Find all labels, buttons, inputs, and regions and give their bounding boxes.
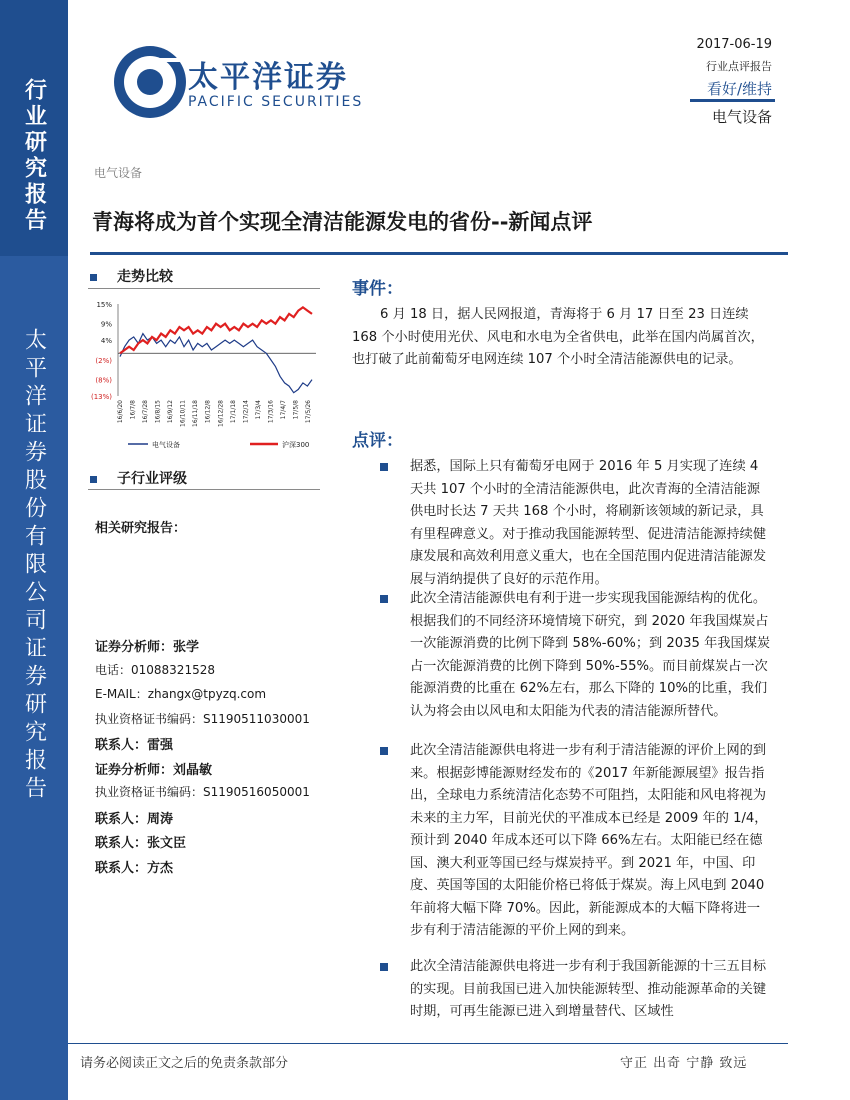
x-tick-label: 16/7/28: [142, 400, 150, 424]
industry: 电气设备: [711, 108, 772, 126]
x-tick-label: 17/2/14: [242, 400, 250, 424]
comment-bullet-2: 此次全清洁能源供电有利于进一步实现我国能源结构的优化。根据我们的不同经济环境情境下研究，到 2020 年我国煤炭占一次能源消费的比例下降到 58%-60%；到 2035 年我国煤炭占一次能源消费的比例下降到 50%-55%。而目前煤炭占一次能源消费的比重在 62%左右，那么下降的 10%的比重，我们认为将会由以风电和太阳能为代表的清洁能源所替代。: [380, 588, 772, 723]
logo-cn: 太平洋证券: [188, 60, 348, 95]
comment-bullet-4: 此次全清洁能源供电将进一步有利于我国新能源的十三五目标的实现。目前我国已进入加快能源转型、推动能源革命的关键时期，可再生能源已进入到增量替代、区域性: [380, 956, 772, 1024]
x-tick-label: 16/10/11: [179, 400, 187, 427]
page-title: 青海将成为首个实现全清洁能源发电的省份--新闻点评: [92, 210, 593, 234]
sidebar-category: 行业研究报告: [0, 0, 68, 256]
rating-underline: [690, 99, 775, 102]
x-tick-label: 16/9/12: [167, 400, 175, 424]
contact-line: 执业资格证书编码：S1190511030001: [95, 711, 310, 726]
square-bullet-icon: [90, 476, 97, 483]
x-tick-label: 17/5/8: [292, 400, 300, 420]
legend-label-1: 电气设备: [152, 441, 180, 449]
trend-heading: 走势比较: [90, 266, 173, 286]
breadcrumb: 电气设备: [94, 166, 143, 180]
x-tick-label: 16/8/15: [154, 400, 162, 424]
x-tick-label: 17/5/26: [305, 400, 312, 424]
logo-en: PACIFIC SECURITIES: [188, 94, 364, 110]
contact-line: 联系人：张文臣: [95, 836, 187, 851]
logo-emblem: [88, 18, 198, 138]
square-bullet-icon: [380, 747, 388, 755]
square-bullet-icon: [90, 274, 97, 281]
x-tick-label: 17/1/18: [229, 400, 237, 424]
comment-bullet-3: 此次全清洁能源供电将进一步有利于清洁能源的评价上网的到来。根据彭博能源财经发布的《2017 年新能源展望》报告指出，全球电力系统清洁化态势不可阻挡，太阳能和风电将视为未来的主力军，目前光伏的平准成本已经是 2009 年的 1/4，预计到 2040 年成本还可以下降 66%左右。太阳能已经在德国、澳大利亚等国已经与煤炭持平。到 2021 年，中国、印度、英国等国的太阳能价格已将低于煤炭。海上风电到 2040 年前将大幅下降 70%。因此，新能源成本的大幅下降将进一步有利于清洁能源的平价上网的到来。: [380, 740, 772, 943]
sub-rating-rule: [88, 489, 320, 490]
title-rule: [90, 252, 788, 255]
x-tick-label: 16/12/8: [204, 400, 212, 424]
contact-line: E-MAIL：zhangx@tpyzq.com: [95, 687, 267, 701]
comment-bullet-1: 据悉，国际上只有葡萄牙电网于 2016 年 5 月实现了连续 4 天共 107 个小时的全清洁能源供电，此次青海的全清洁能源供电时长达 7 天共 168 个小时，将刷新该领域的新记录，具有里程碑意义。对于推动我国能源转型、促进清洁能源持续健康发展和高效利用意义重大，也在全国范围内促进清洁能源发展与消纳提供了良好的示范作用。: [380, 456, 772, 591]
y-tick-label: (13%): [90, 393, 112, 401]
report-date: 2017-06-19: [696, 37, 772, 52]
y-tick-label: (8%): [95, 376, 112, 385]
contact-line: 联系人：方杰: [95, 860, 174, 876]
x-tick-label: 17/3/4: [254, 400, 262, 420]
contact-line: 电话：01088321528: [95, 662, 215, 677]
contact-line: 证券分析师：刘晶敏: [95, 762, 213, 778]
x-tick-label: 17/4/7: [279, 400, 287, 420]
contact-list: [95, 636, 325, 881]
y-tick-label: 9%: [100, 320, 112, 329]
footer-rule: [68, 1043, 788, 1044]
contact-line: 证券分析师：张学: [95, 640, 200, 655]
legend-label-2: 沪深300: [282, 441, 310, 449]
footer-disclaimer: 请务必阅读正文之后的免责条款部分: [80, 1056, 289, 1071]
contact-line: 联系人：雷强: [95, 738, 174, 753]
report-type: 行业点评报告: [706, 60, 772, 73]
x-tick-label: 17/3/16: [267, 400, 275, 424]
contact-line: 联系人：周涛: [95, 811, 174, 827]
comment-heading: 点评：: [352, 431, 403, 451]
x-tick-label: 16/7/8: [129, 400, 137, 420]
x-tick-label: 16/11/18: [192, 400, 200, 427]
y-tick-label: (2%): [95, 356, 112, 365]
related-reports-heading: 相关研究报告：: [95, 521, 187, 536]
contact-line: 执业资格证书编码：S1190516050001: [95, 785, 310, 799]
footer-motto: 守正 出奇 宁静 致远: [620, 1056, 748, 1071]
event-body: 6 月 18 日，据人民网报道，青海将于 6 月 17 日至 23 日连续 168 个小时使用光伏、风电和水电为全省供电，此举在国内尚属首次，也打破了此前葡萄牙电网连续 107 个小时全清洁能源供电的记录。: [352, 307, 764, 367]
trend-chart: [88, 296, 320, 454]
square-bullet-icon: [380, 463, 388, 471]
square-bullet-icon: [380, 963, 388, 971]
rating: 看好/维持: [706, 80, 772, 98]
x-tick-label: 16/6/20: [117, 400, 124, 424]
y-tick-label: 4%: [100, 337, 112, 346]
sub-rating-heading: 子行业评级: [90, 468, 187, 488]
trend-rule: [88, 288, 320, 289]
x-tick-label: 16/12/28: [217, 400, 225, 427]
sidebar-company: 太平洋证券股份有限公司证券研究报告: [0, 256, 68, 1100]
y-tick-label: 15%: [96, 301, 112, 309]
event-heading: 事件：: [352, 279, 403, 299]
square-bullet-icon: [380, 595, 388, 603]
